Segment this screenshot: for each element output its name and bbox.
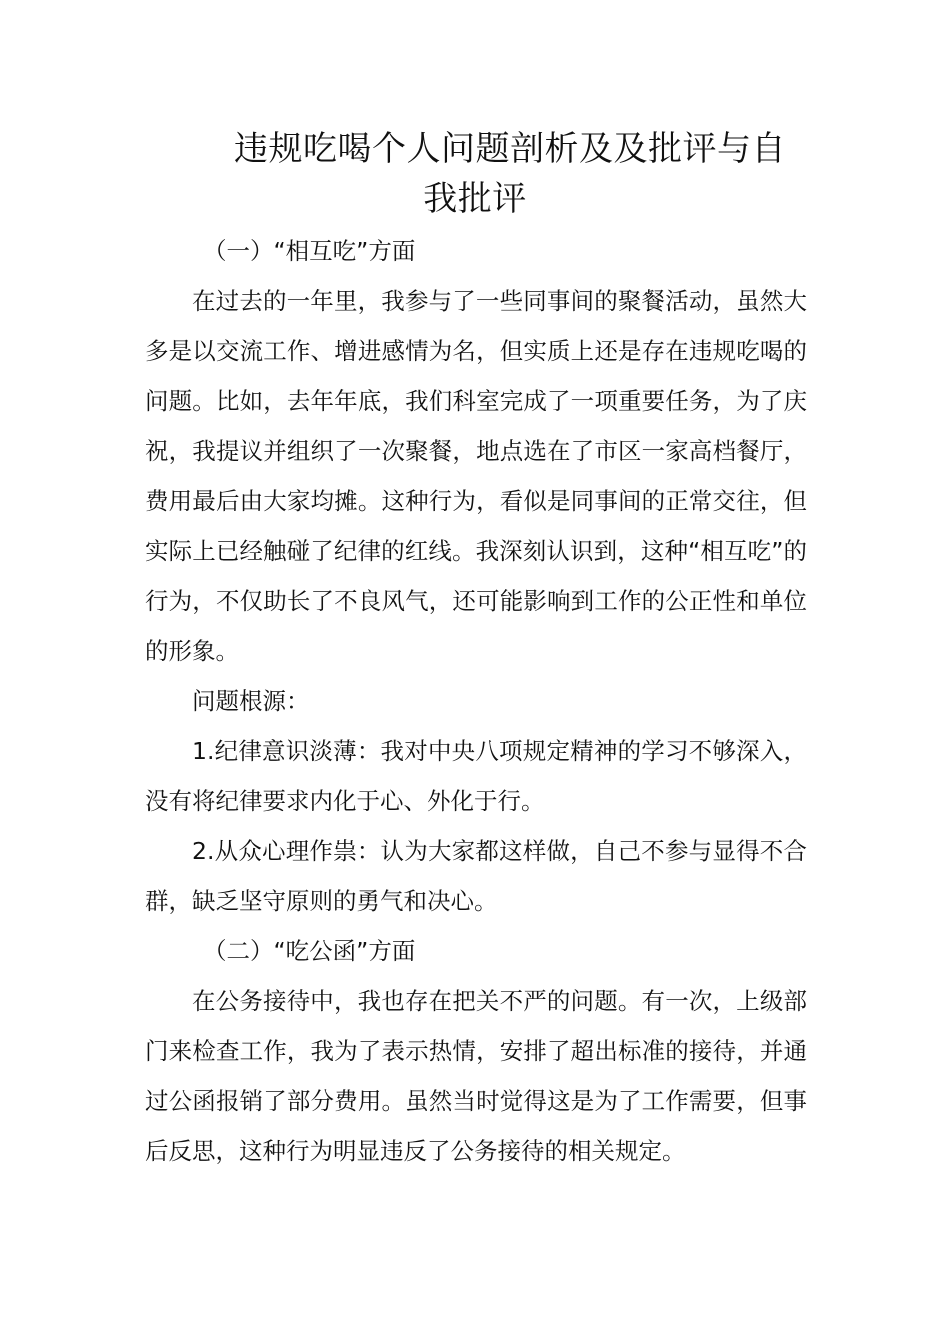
document-title xyxy=(145,124,805,224)
paragraph-item-1: 1.纪律意识淡薄：我对中央八项规定精神的学习不够深入，没有将纪律要求内化于心、外化于行。 xyxy=(145,737,807,815)
paragraph-item-2: 2.从众心理作祟：认为大家都这样做，自己不参与显得不合群，缺乏坚守原则的勇气和决心。 xyxy=(145,837,807,915)
paragraph-problem-root: 问题根源： xyxy=(192,687,310,715)
title-line-2: 我批评 xyxy=(423,179,527,219)
title-line-1: 违规吃喝个人问题剖析及及批评与自 xyxy=(234,129,786,169)
paragraph-2: 在公务接待中，我也存在把关不严的问题。有一次，上级部门来检查工作，我为了表示热情，安排了超出标准的接待，并通过公函报销了部分费用。虽然当时觉得这是为了工作需要，但事后反思，这种行为明显违反了公务接待的相关规定。 xyxy=(145,987,807,1165)
paragraph-1: 在过去的一年里，我参与了一些同事间的聚餐活动，虽然大多是以交流工作、增进感情为名，但实质上还是存在违规吃喝的问题。比如，去年年底，我们科室完成了一项重要任务，为了庆祝，我提议并组织了一次聚餐，地点选在了市区一家高档餐厅，费用最后由大家均摊。这种行为，看似是同事间的正常交往，但实际上已经触碰了纪律的红线。我深刻认识到，这种“相互吃”的行为，不仅助长了不良风气，还可能影响到工作的公正性和单位的形象。 xyxy=(145,287,807,665)
section-heading-1: （一）“相互吃”方面 xyxy=(203,237,416,265)
section-heading-2: （二）“吃公函”方面 xyxy=(203,937,416,965)
document-body xyxy=(145,226,807,1176)
